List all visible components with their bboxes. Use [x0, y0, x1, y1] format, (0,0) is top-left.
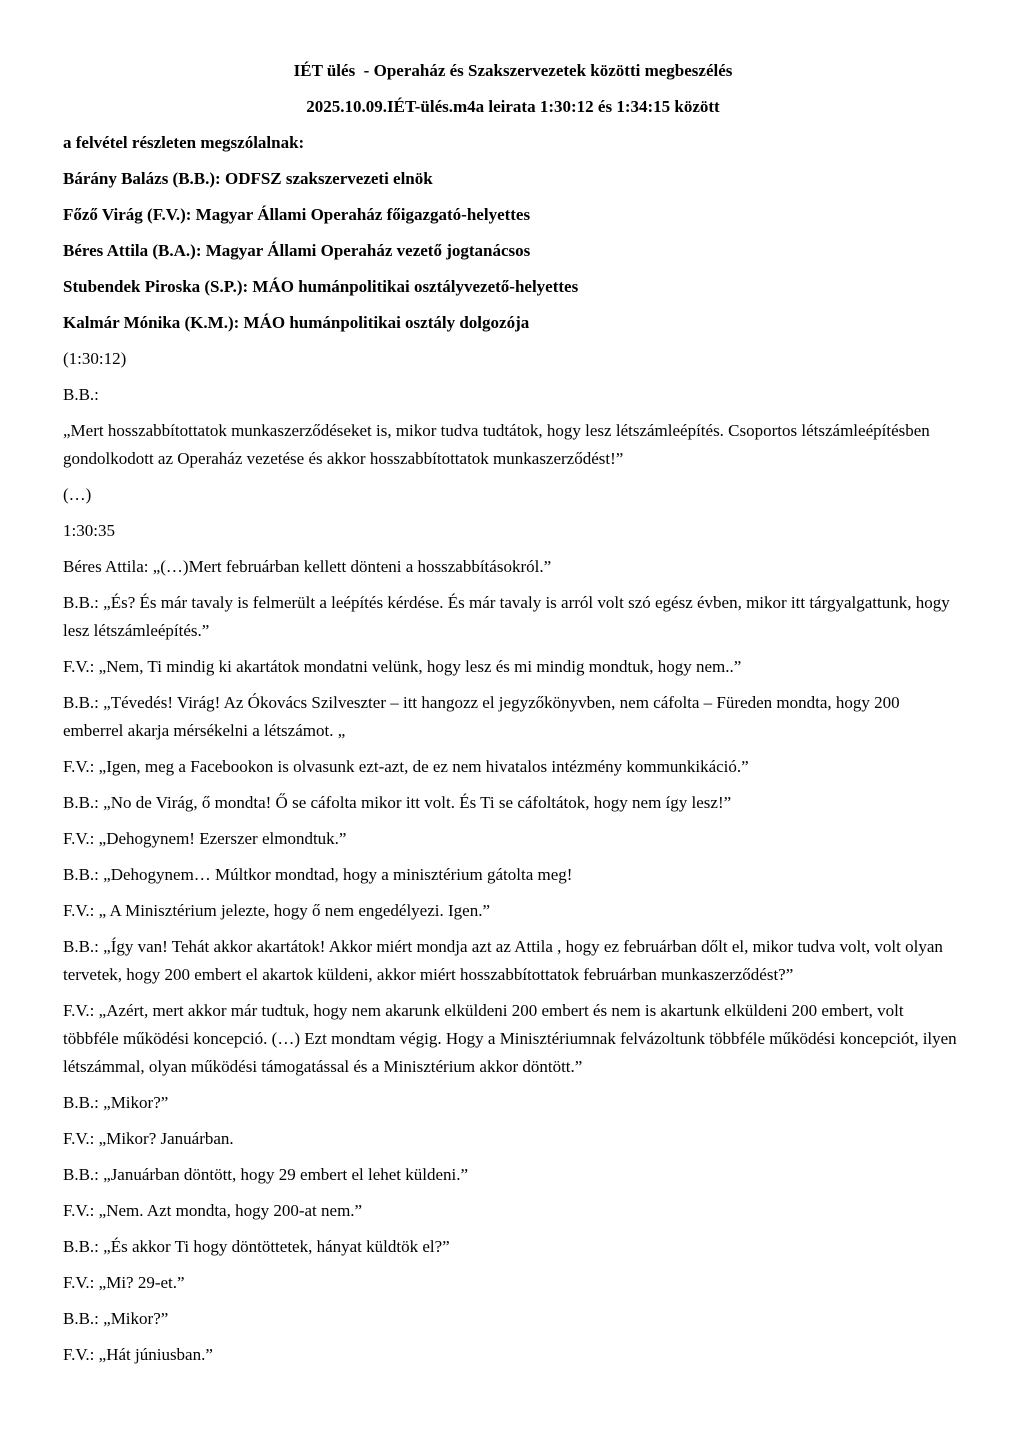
speaker-line: Kalmár Mónika (K.M.): MÁO humánpolitikai osztály dolgozója: [63, 313, 530, 332]
transcript-paragraph: „Mert hosszabbítottatok munkaszerződéseket is, mikor tudva tudtátok, hogy lesz létszámleépítés. Csoportos létszámleépítésben gondolkodott az Operaház vezetése és akkor hosszabbítottatok munkaszerződést!”: [63, 421, 935, 468]
transcript-paragraph: B.B.: „És? És már tavaly is felmerült a leépítés kérdése. És már tavaly is arról volt szó egész évben, mikor itt tárgyalgattunk, hogy lesz létszámleépítés.”: [63, 593, 954, 640]
speaker-line: Stubendek Piroska (S.P.): MÁO humánpolitikai osztályvezető-helyettes: [63, 277, 579, 296]
document-title: IÉT ülés - Operaház és Szakszervezetek közötti megbeszélés: [293, 61, 733, 80]
speaker-line: Béres Attila (B.A.): Magyar Állami Operaház vezető jogtanácsos: [63, 241, 531, 260]
transcript-paragraph: B.B.: „No de Virág, ő mondta! Ő se cáfolta mikor itt volt. És Ti se cáfoltátok, hogy nem így lesz!”: [63, 793, 732, 812]
transcript-paragraph: Béres Attila: „(…)Mert februárban kellett dönteni a hosszabbításokról.”: [63, 557, 552, 576]
transcript-paragraph: F.V.: „Mikor? Januárban.: [63, 1129, 234, 1148]
speaker-line: Főző Virág (F.V.): Magyar Állami Operaház főigazgató-helyettes: [63, 205, 531, 224]
timestamp-line: 1:30:35: [63, 521, 115, 540]
transcript-paragraph: B.B.: „Dehogynem… Múltkor mondtad, hogy a minisztérium gátolta meg!: [63, 865, 573, 884]
document-subtitle: 2025.10.09.IÉT-ülés.m4a leirata 1:30:12 és 1:34:15 között: [306, 97, 720, 116]
transcript-paragraph: F.V.: „Dehogynem! Ezerszer elmondtuk.”: [63, 829, 347, 848]
speaker-line: Bárány Balázs (B.B.): ODFSZ szakszervezeti elnök: [63, 169, 433, 188]
timestamp-line: (1:30:12): [63, 349, 127, 368]
speakers-intro: a felvétel részleten megszólalnak:: [63, 133, 305, 152]
transcript-paragraph: B.B.: „Mikor?”: [63, 1309, 169, 1328]
transcript-paragraph: F.V.: „Nem. Azt mondta, hogy 200-at nem.”: [63, 1201, 363, 1220]
transcript-paragraph: F.V.: „Igen, meg a Facebookon is olvasunk ezt-azt, de ez nem hivatalos intézmény kommunkikáció.”: [63, 757, 749, 776]
transcript-paragraph: B.B.: „Tévedés! Virág! Az Ókovács Szilveszter – itt hangozz el jegyzőkönyvben, nem cáfolta – Füreden mondta, hogy 200 emberrel akarja mérsékelni a létszámot. „: [63, 693, 904, 740]
transcript-paragraph: F.V.: „Hát júniusban.”: [63, 1345, 213, 1364]
transcript-paragraph: F.V.: „Mi? 29-et.”: [63, 1273, 185, 1292]
transcript-paragraph: B.B.:: [63, 385, 99, 404]
transcript-paragraph: B.B.: „És akkor Ti hogy döntöttetek, hányat küldtök el?”: [63, 1237, 450, 1256]
transcript-paragraph: B.B.: „Mikor?”: [63, 1093, 169, 1112]
transcript-paragraph: F.V.: „Nem, Ti mindig ki akartátok mondatni velünk, hogy lesz és mi mindig mondtuk, hogy nem..”: [63, 657, 742, 676]
transcript-paragraph: B.B.: „Januárban döntött, hogy 29 embert el lehet küldeni.”: [63, 1165, 469, 1184]
transcript-paragraph: B.B.: „Így van! Tehát akkor akartátok! Akkor miért mondja azt az Attila , hogy ez februárban dőlt el, mikor tudva volt, volt olyan tervetek, hogy 200 embert el akartok küldeni, akkor miért hosszabbítottatok februárban munkaszerződést?”: [63, 937, 948, 984]
transcript-paragraph: (…): [63, 485, 92, 504]
transcript-paragraph: F.V.: „ A Minisztérium jelezte, hogy ő nem engedélyezi. Igen.”: [63, 901, 490, 920]
transcript-paragraph: F.V.: „Azért, mert akkor már tudtuk, hogy nem akarunk elküldeni 200 embert és nem is akartunk elküldeni 200 embert, volt többféle működési koncepció. (…) Ezt mondtam végig. Hogy a Minisztériumnak felvázoltunk többféle működési koncepciót, ilyen létszámmal, olyan működési támogatással és a Minisztérium akkor döntött.”: [63, 1001, 961, 1076]
